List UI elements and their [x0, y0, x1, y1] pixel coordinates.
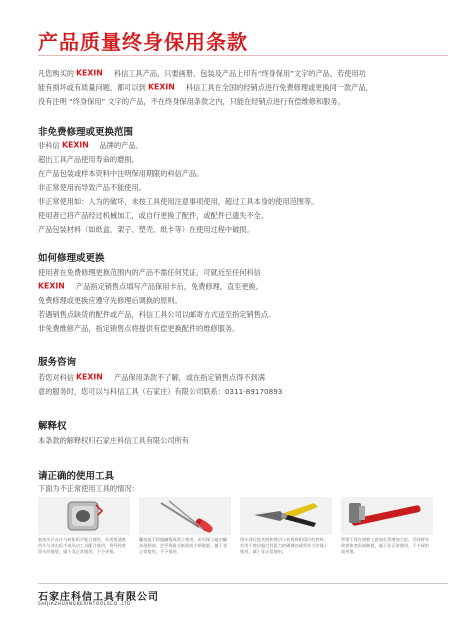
- list-item: 非正常使用如：人为的破坏，未按工具使用注意事项使用，超过工具本身的使用范围等。: [38, 197, 319, 206]
- list-item: 产品包装材料（如纸盒、架子、塑壳、纸卡等）在使用过程中破损。: [38, 225, 254, 234]
- page-title: 产品质量终身保用条款: [38, 30, 248, 54]
- intro-text: 科信工具产品，只要画册、包装及产品上印有“终身保用”文字的产品，若使用功: [113, 69, 366, 78]
- company-name-en: SHIJIAZHUANGKEXINTOOLSCO.,LTD: [38, 602, 132, 607]
- tool-caption: 钳头部仅能夹持和剪切与其规格相适应的材料，若用于剪切超过其能力的硬钢丝或将其当作锤子使用，属于非正常使用。: [240, 537, 328, 554]
- title-divider: [38, 55, 448, 56]
- kexin-logo: [76, 68, 112, 77]
- list-item: 超出工具产品使用寿命的磨损。: [38, 155, 139, 164]
- list-item: 免费修理或更换应遵守先修理后调换的原则。: [38, 296, 182, 305]
- list-item: 非科信: [38, 141, 60, 150]
- intro-text: 能有损坏或有质量问题，都可以到: [38, 83, 146, 92]
- list-item: 使用者在免费修理更换范围内的产品不需任何凭证，可就近至任何科信: [38, 268, 261, 277]
- kexin-logo-text: KEXIN: [75, 372, 103, 381]
- company-name-cn: 石家庄科信工具有限公司: [38, 592, 159, 603]
- list-item: 非正常使用而导致产品不能使用。: [38, 183, 146, 192]
- list-item: 在产品包装或样本资料中注明保用期限的科信产品。: [38, 169, 204, 178]
- tool-caption: 管钳不得在钳柄上套加长管增加力矩，否则将导致钳体变形或断裂，属于非正常使用，不予保用或更换。: [341, 537, 429, 554]
- tool-card: [38, 497, 130, 571]
- kexin-logo-text: KEXIN: [147, 82, 175, 91]
- tool-misuse-gallery: [38, 497, 434, 575]
- tool-caption: 螺丝批不得做撬棍或凿子使用，若用锤子敲击螺丝批柄部，会导致批头断裂或手柄破裂，属于非正常使用，不予保用。: [139, 537, 227, 554]
- list-item: 品牌的产品。: [99, 141, 143, 150]
- section-title-how-to-repair: 如何修理或更换: [38, 253, 105, 264]
- section-title-exclusions: 非免费修理或更换范围: [38, 127, 134, 138]
- intro-paragraph: [38, 67, 448, 109]
- tool-caption: 套筒头只允许与转矩扳手配合使用，若用普通套筒头与冲击扳手或风动工具配合使用，将导致套筒头的破裂，属于非正常使用，不予更换。: [38, 537, 126, 554]
- exclusions-list: [38, 139, 448, 237]
- interpretation-text: 本条款的解释权归石家庄科信工具有限公司所有: [38, 436, 189, 445]
- list-item: 产品指定销售点填写产品保用卡后，免费修理，直至更换。: [76, 282, 263, 291]
- subtitle-text: 下面为不正常使用工具的情况：: [38, 484, 139, 493]
- kexin-logo-text: KEXIN: [61, 140, 89, 149]
- service-text: 产品保用条款不了解，或在指定销售点得不到满: [113, 373, 265, 382]
- tool-card: [139, 497, 231, 571]
- service-paragraph: [38, 371, 448, 399]
- kexin-logo: [148, 82, 184, 91]
- kexin-logo: [76, 372, 112, 381]
- pipe-wrench-icon: [341, 497, 433, 535]
- list-item: 使用者已将产品经过机械加工，或自行更换了配件，或配件已遗失不全。: [38, 211, 269, 220]
- tool-card: [341, 497, 433, 571]
- section-title-interpretation: 解释权: [38, 421, 67, 432]
- kexin-logo-text: KEXIN: [75, 68, 103, 77]
- footer-divider: [38, 583, 448, 584]
- intro-text: 科信工具在全国的经销点进行免费修理或更换同一款产品，: [185, 83, 373, 92]
- kexin-logo: [62, 140, 98, 149]
- intro-text: 凡您购买的: [38, 69, 74, 78]
- list-item: 若遇销售点缺货的配件或产品，科信工具公司以邮寄方式送至指定销售点。: [38, 310, 276, 319]
- section-title-service: 服务咨询: [38, 357, 77, 368]
- kexin-logo-text: KEXIN: [38, 281, 65, 290]
- socket-icon: [38, 497, 130, 535]
- repair-list: [38, 266, 448, 336]
- tool-card: [240, 497, 332, 571]
- interpretation-paragraph: [38, 434, 448, 448]
- section-title-correct-use: 请正确的使用工具: [38, 471, 115, 482]
- kexin-logo: [38, 281, 74, 290]
- screwdriver-icon: [139, 497, 231, 535]
- correct-use-subtitle: [38, 482, 448, 496]
- service-contact: 意的服务时，您可以与科信工具（石家庄）有限公司联系：0311-89170893: [38, 387, 283, 396]
- intro-text: 没有注明 “终身保用” 文字的产品，不在终身保用条款之内，只能在经销点进行有偿维修和服务。: [38, 97, 345, 106]
- pliers-icon: [240, 497, 332, 535]
- service-text: 若您对科信: [38, 373, 74, 382]
- list-item: 非免费维修产品，指定销售点将提供有偿更换配件的维修服务。: [38, 324, 240, 333]
